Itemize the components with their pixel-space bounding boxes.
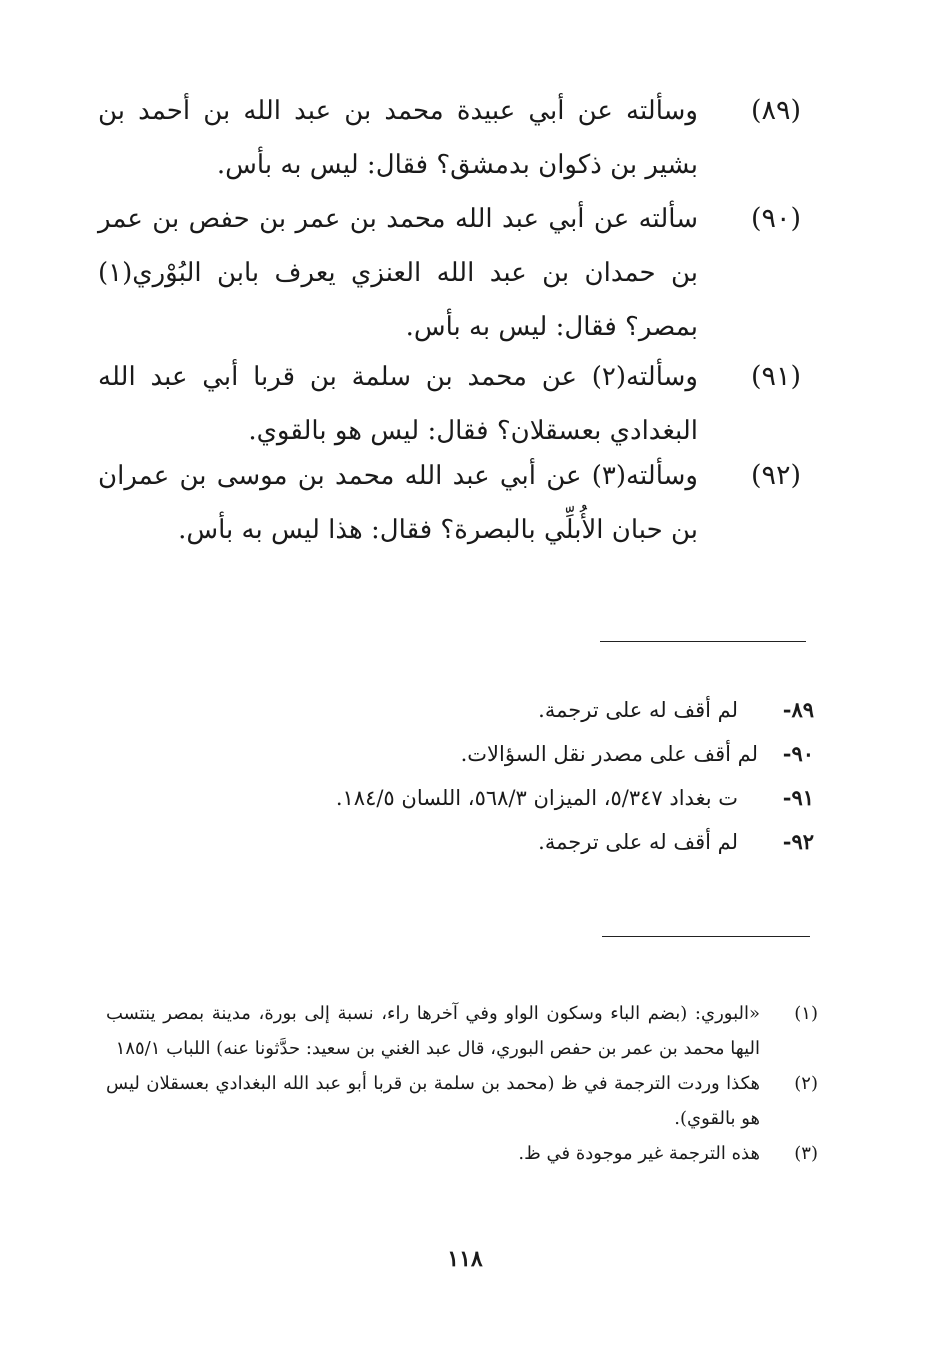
- note-text: لم أقف له على ترجمة.: [538, 830, 738, 854]
- entry-92: [98, 449, 808, 557]
- separator-rule: [600, 641, 806, 642]
- footnote-text: هكذا وردت الترجمة في ظ (محمد بن سلمة بن قربا أبو عبد الله البغدادي بعسقلان ليس هو بالقوي).: [106, 1073, 760, 1129]
- note-number: ٩٠-: [782, 741, 814, 766]
- footnote-number: (٢): [794, 1073, 818, 1094]
- footnote-text: هذه الترجمة غير موجودة في ظ.: [518, 1143, 760, 1164]
- footnotes: [106, 996, 818, 1171]
- entry-89: [98, 84, 808, 192]
- entry-text: وسألته عن أبي عبيدة محمد بن عبد الله بن أحمد بن بشير بن ذكوان بدمشق؟ فقال: ليس به بأس.: [98, 96, 698, 180]
- footnote-rule: [602, 936, 810, 937]
- note-text: لم أقف على مصدر نقل السؤالات.: [460, 742, 758, 766]
- note-text: ت بغداد ٥/٣٤٧، الميزان ٥٦٨/٣، اللسان ١٨٤/٥.: [335, 786, 738, 810]
- note-number: ٩١-: [782, 785, 814, 810]
- entry-text: وسألته(٣) عن أبي عبد الله محمد بن موسى بن عمران بن حبان الأُبلِّي بالبصرة؟ فقال: هذا ليس به بأس.: [98, 461, 698, 545]
- note-number: ٨٩-: [782, 697, 814, 722]
- footnote-1: [106, 996, 818, 1066]
- entry-number: (٩١): [750, 361, 802, 392]
- entry-number: (٨٩): [750, 95, 802, 126]
- footnote-3: [106, 1136, 818, 1171]
- note-89: [174, 688, 814, 732]
- note-92: [174, 820, 814, 864]
- note-text: لم أقف له على ترجمة.: [538, 698, 738, 722]
- note-90: [174, 732, 814, 776]
- footnote-number: (٣): [794, 1143, 818, 1164]
- note-number: ٩٢-: [782, 829, 814, 854]
- entry-number: (٩٠): [750, 203, 802, 234]
- entry-91: [98, 350, 808, 458]
- entry-number: (٩٢): [750, 460, 802, 491]
- note-91: [174, 776, 814, 820]
- entry-text: وسألته(٢) عن محمد بن سلمة بن قربا أبي عبد الله البغدادي بعسقلان؟ فقال: ليس هو بالقوي.: [98, 362, 698, 446]
- entry-text: سألته عن أبي عبد الله محمد بن عمر بن حفص بن عمر بن حمدان بن عبد الله العنزي يعرف بابن البُوْري(١) بمصر؟ فقال: ليس به بأس.: [98, 204, 698, 342]
- page-number: ١١٨: [447, 1246, 483, 1272]
- footnote-text: «البوري: (بضم الباء وسكون الواو وفي آخرها راء، نسبة إلى بورة، مدينة بمصر ينتسب اليها محمد بن عمر بن حفص البوري، قال عبد الغني بن سعيد: حدَّثونا عنه) اللباب ١٨٥/١: [106, 1003, 760, 1059]
- footnote-number: (١): [794, 1003, 818, 1024]
- biography-notes: [174, 688, 814, 864]
- entry-90: [98, 192, 808, 354]
- footnote-2: [106, 1066, 818, 1136]
